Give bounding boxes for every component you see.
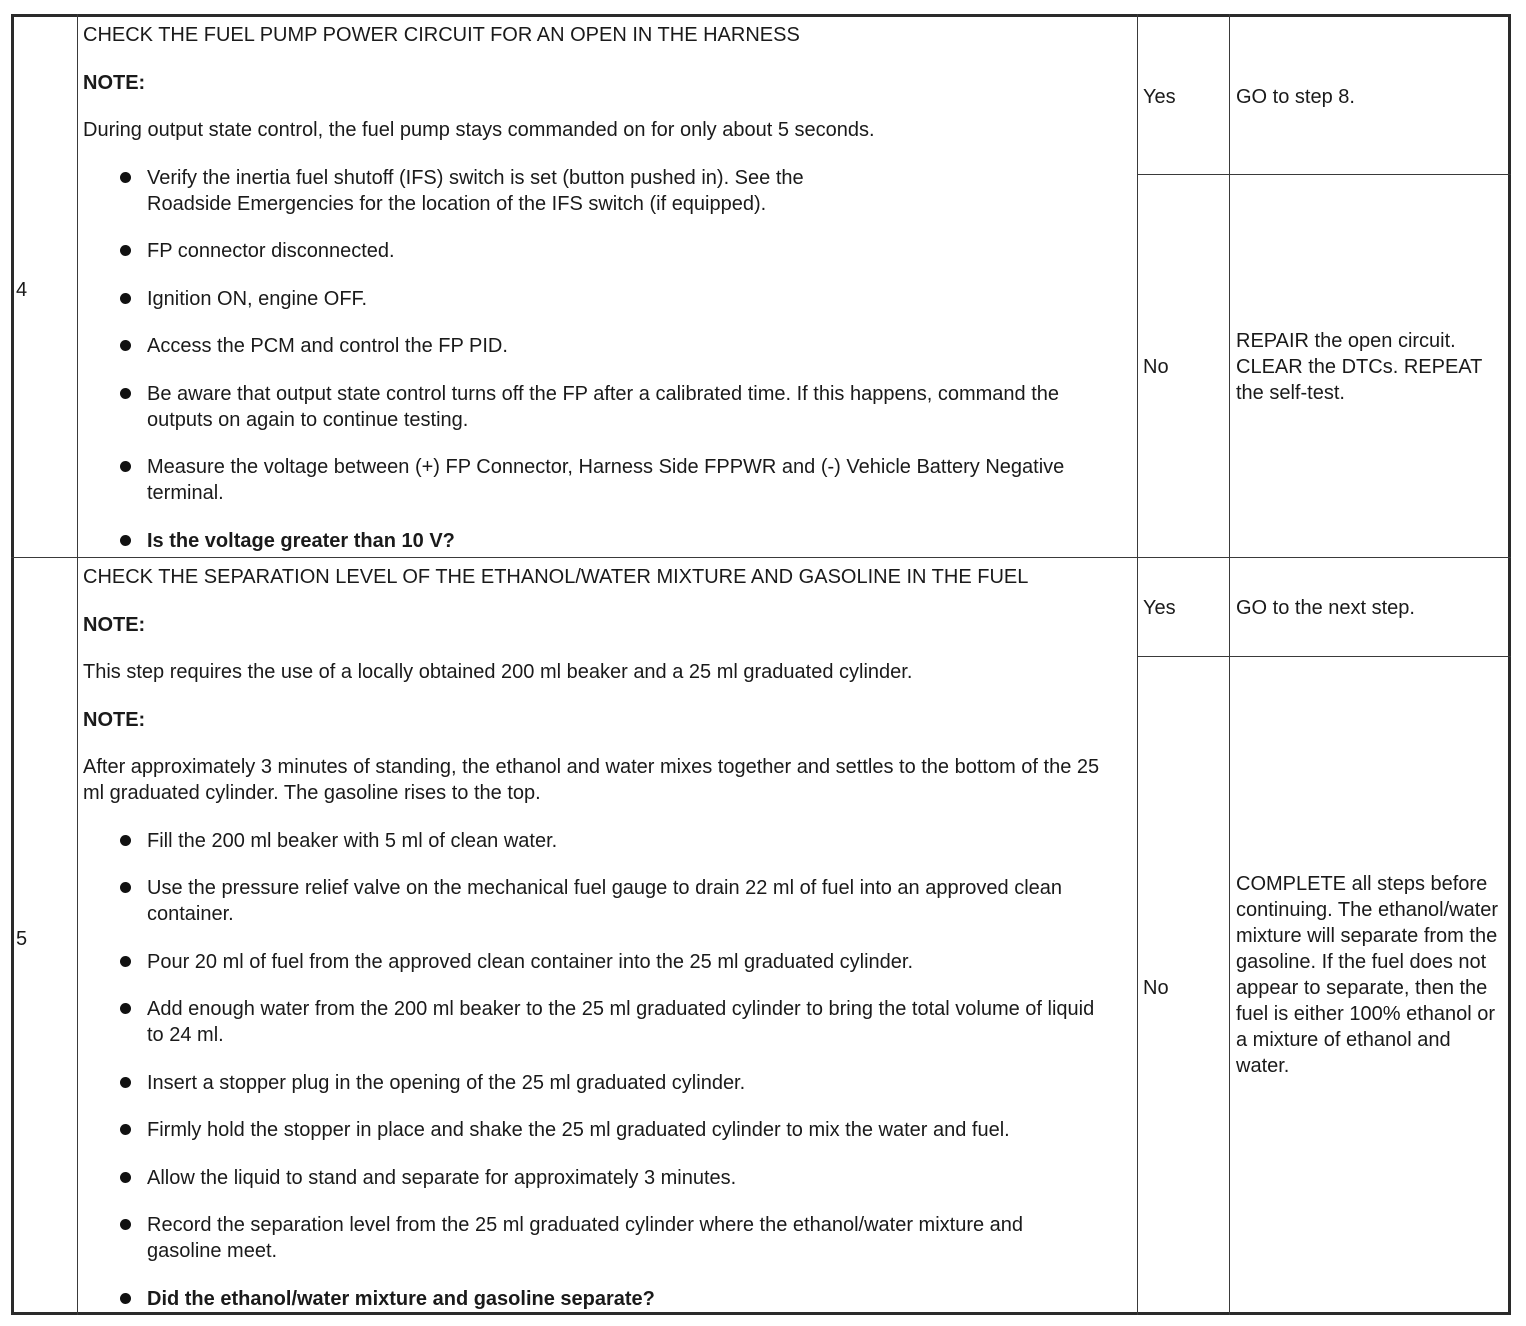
col-divider-action — [1229, 14, 1230, 1315]
bullet-icon — [120, 882, 131, 893]
bullet-icon — [120, 1293, 131, 1304]
no-action: REPAIR the open circuit. CLEAR the DTCs. REPEAT the self-test. — [1236, 330, 1482, 404]
note-text: During output state control, the fuel pump stays commanded on for only about 5 seconds. — [83, 119, 875, 141]
note-text: After approximately 3 minutes of standing, the ethanol and water mixes together and settles to the bottom of the 25 ml graduated cylinder. The gasoline rises to the top. — [83, 756, 1100, 804]
bullet-text: Pour 20 ml of fuel from the approved clean container into the 25 ml graduated cylinder. — [147, 951, 914, 973]
step-number: 4 — [16, 279, 28, 301]
yes-action: GO to step 8. — [1236, 86, 1355, 108]
step-title: CHECK THE FUEL PUMP POWER CIRCUIT FOR AN OPEN IN THE HARNESS — [83, 24, 800, 46]
bullet-text: Verify the inertia fuel shutoff (IFS) switch is set (button pushed in). See the Roadside Emergencies for the location of the IFS switch (if equipped). — [147, 167, 804, 215]
bullet-icon — [120, 1172, 131, 1183]
note-text: This step requires the use of a locally obtained 200 ml beaker and a 25 ml graduated cylinder. — [83, 661, 913, 683]
yes-label: Yes — [1143, 597, 1176, 619]
bullet-text: Add enough water from the 200 ml beaker to the 25 ml graduated cylinder to bring the total volume of liquid to 24 ml. — [147, 998, 1095, 1046]
bullet-text: Firmly hold the stopper in place and shake the 25 ml graduated cylinder to mix the water and fuel. — [147, 1119, 1010, 1141]
bullet-text: Allow the liquid to stand and separate for approximately 3 minutes. — [147, 1167, 737, 1189]
row4-yes-no-divider — [1137, 174, 1511, 175]
bullet-icon — [120, 1124, 131, 1135]
bullet-icon — [120, 340, 131, 351]
yes-label: Yes — [1143, 86, 1176, 108]
bullet-icon — [120, 1003, 131, 1014]
row5-yes-no-divider — [1137, 656, 1511, 657]
bullet-icon — [120, 1219, 131, 1230]
bullet-text: Be aware that output state control turns off the FP after a calibrated time. If this happens, command the outputs on again to continue testing. — [147, 383, 1059, 431]
bullet-icon — [120, 172, 131, 183]
bullet-icon — [120, 1077, 131, 1088]
step-number: 5 — [16, 928, 28, 950]
note-label: NOTE: — [83, 614, 146, 636]
bullet-text: Record the separation level from the 25 ml graduated cylinder where the ethanol/water mixture and gasoline meet. — [147, 1214, 1024, 1262]
col-divider-step — [77, 14, 78, 1315]
note-label: NOTE: — [83, 709, 146, 731]
bullet-text: Access the PCM and control the FP PID. — [147, 335, 508, 357]
bullet-icon — [120, 461, 131, 472]
bullet-icon — [120, 388, 131, 399]
bullet-text: Use the pressure relief valve on the mechanical fuel gauge to drain 22 ml of fuel into an approved clean container. — [147, 877, 1062, 925]
no-label: No — [1143, 356, 1169, 378]
bullet-icon — [120, 245, 131, 256]
bullet-text: Measure the voltage between (+) FP Connector, Harness Side FPPWR and (-) Vehicle Battery Negative terminal. — [147, 456, 1065, 504]
bullet-icon — [120, 835, 131, 846]
yes-action: GO to the next step. — [1236, 597, 1415, 619]
row-divider — [11, 557, 1511, 558]
no-action: COMPLETE all steps before continuing. The ethanol/water mixture will separate from the gasoline. If the fuel does not appear to separate, then the fuel is either 100% ethanol or a mixture of ethanol and water. — [1236, 873, 1499, 1077]
col-divider-answer — [1137, 14, 1138, 1315]
bullet-text: Fill the 200 ml beaker with 5 ml of clean water. — [147, 830, 558, 852]
step-title: CHECK THE SEPARATION LEVEL OF THE ETHANOL/WATER MIXTURE AND GASOLINE IN THE FUEL — [83, 566, 1029, 588]
bullet-icon — [120, 535, 131, 546]
question-text: Is the voltage greater than 10 V? — [147, 530, 455, 552]
bullet-text: FP connector disconnected. — [147, 240, 395, 262]
question-text: Did the ethanol/water mixture and gasoline separate? — [147, 1288, 655, 1310]
bullet-text: Insert a stopper plug in the opening of the 25 ml graduated cylinder. — [147, 1072, 746, 1094]
bullet-icon — [120, 293, 131, 304]
bullet-icon — [120, 956, 131, 967]
bullet-text: Ignition ON, engine OFF. — [147, 288, 368, 310]
note-label: NOTE: — [83, 72, 146, 94]
no-label: No — [1143, 977, 1169, 999]
